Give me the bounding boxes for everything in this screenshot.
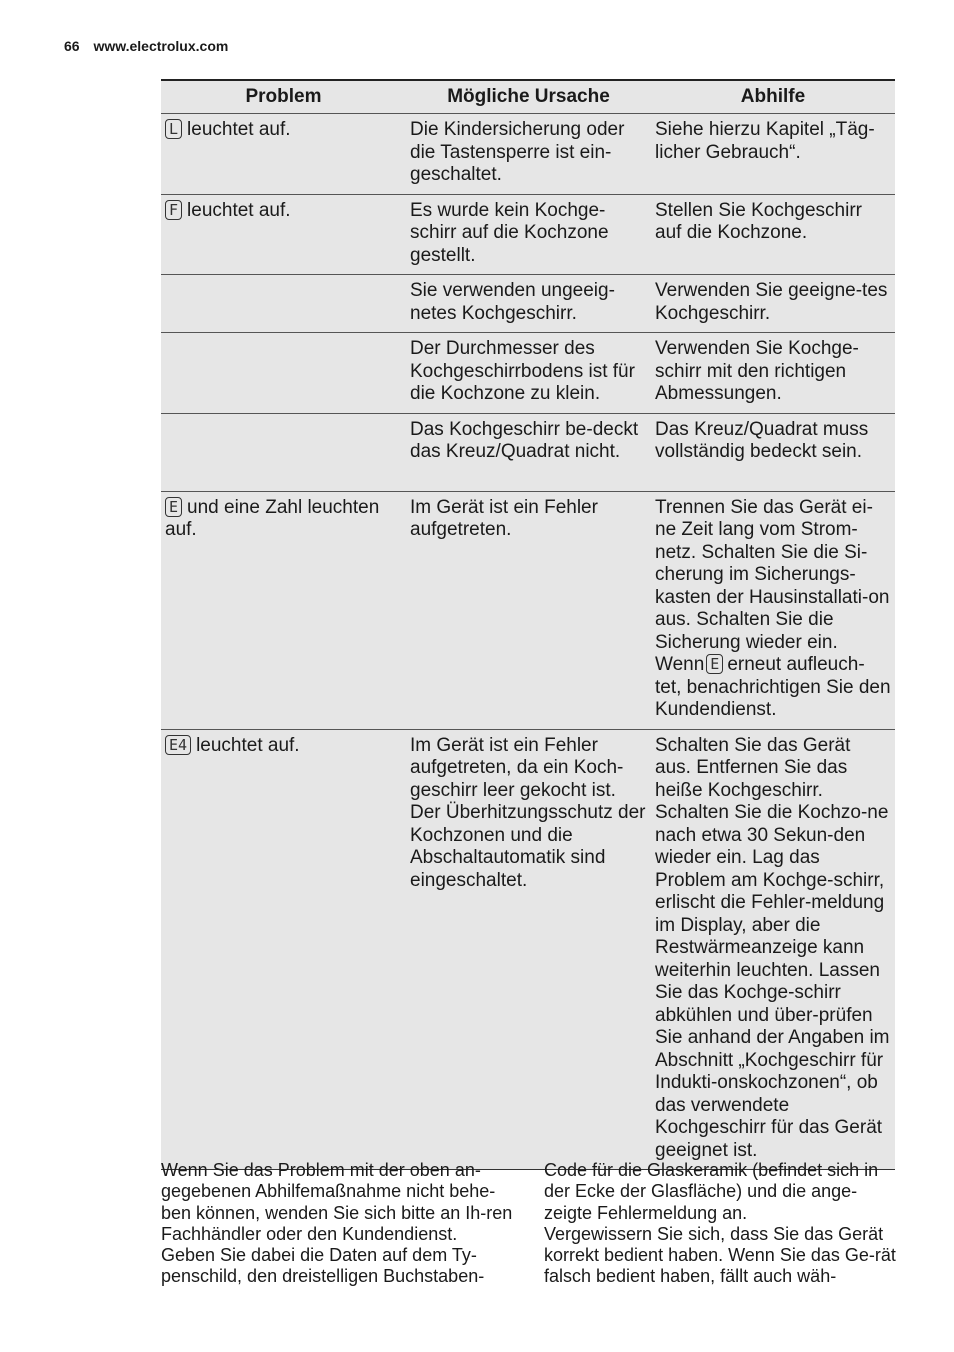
- cause-cell: Im Gerät ist ein Fehler aufgetreten, da ein Koch-geschirr leer gekocht ist. Der Überhitzungsschutz der Kochzonen und die Abschaltautomatik sind eingeschaltet.: [406, 729, 651, 1170]
- display-symbol-icon: E: [706, 654, 723, 674]
- problem-cell: [161, 413, 406, 491]
- cause-cell: Sie verwenden ungeeig-netes Kochgeschirr.: [406, 275, 651, 333]
- cause-cell: Es wurde kein Kochge-schirr auf die Kochzone gestellt.: [406, 194, 651, 275]
- table-row: [161, 729, 895, 1170]
- column-header-remedy: Abhilfe: [651, 80, 895, 114]
- problem-text: leuchtet auf.: [196, 734, 300, 756]
- cause-cell: Im Gerät ist ein Fehler aufgetreten.: [406, 491, 651, 729]
- cause-cell: Das Kochgeschirr be-deckt das Kreuz/Quadrat nicht.: [406, 413, 651, 491]
- website-url[interactable]: www.electrolux.com: [93, 38, 229, 54]
- problem-cell: [161, 194, 406, 275]
- remedy-cell: Das Kreuz/Quadrat muss vollständig bedeckt sein.: [651, 413, 895, 491]
- table-row: [161, 413, 895, 491]
- problem-text: leuchtet auf.: [187, 199, 291, 221]
- problem-cell: [161, 114, 406, 195]
- footer-paragraph: Vergewissern Sie sich, dass Sie das Gerät korrekt bedient haben. Wenn Sie das Ge-rät falsch bedient haben, fällt auch wäh-: [544, 1223, 896, 1287]
- display-symbol-icon: E4: [165, 735, 191, 755]
- remedy-followup-rest: erneut aufleuch-tet, benachrichtigen Sie den Kundendienst.: [655, 654, 891, 720]
- table-row: [161, 491, 895, 729]
- table-row: [161, 194, 895, 275]
- footer-column-left: [161, 1160, 513, 1288]
- cause-cell: Die Kindersicherung oder die Tastensperre ist ein-geschaltet.: [406, 114, 651, 195]
- remedy-followup-lead: Wenn: [655, 654, 705, 675]
- problem-cell: [161, 491, 406, 729]
- problem-text: und eine Zahl leuchten auf.: [165, 496, 380, 540]
- problem-cell: [161, 275, 406, 333]
- page-number: 66: [64, 38, 80, 54]
- remedy-cell: [651, 491, 895, 729]
- remedy-text: Trennen Sie das Gerät ei-ne Zeit lang vom Strom-netz. Schalten Sie die Si-cherung im Sicherungs-kasten der Hausinstallati-on aus. Schalten Sie die Sicherung wieder ein.: [655, 496, 890, 653]
- table-row: [161, 275, 895, 333]
- troubleshooting-table: [161, 79, 895, 1170]
- footer-paragraph: Code für die Glaskeramik (befindet sich in der Ecke der Glasfläche) und die ange-zeigte Fehlermeldung an.: [544, 1160, 879, 1223]
- problem-cell: [161, 333, 406, 414]
- remedy-text-followup: [655, 654, 891, 722]
- table-row: [161, 333, 895, 414]
- page-header: [64, 38, 228, 54]
- problem-cell: [161, 729, 406, 1170]
- table-header-row: [161, 80, 895, 114]
- display-symbol-icon: F: [165, 200, 182, 220]
- footer-column-right: [544, 1160, 896, 1288]
- footer-paragraph: Wenn Sie das Problem mit der oben an-gegebenen Abhilfemaßnahme nicht behe-ben können, wenden Sie sich bitte an Ih-ren Fachhändler oder den Kundendienst. Geben Sie dabei die Daten auf dem Ty-penschild, den dreistelligen Buchstaben-: [161, 1160, 513, 1287]
- remedy-cell: Siehe hierzu Kapitel „Täg-licher Gebrauch“.: [651, 114, 895, 195]
- table-row: [161, 114, 895, 195]
- remedy-cell: Stellen Sie Kochgeschirr auf die Kochzone.: [651, 194, 895, 275]
- display-symbol-icon: L: [165, 119, 182, 139]
- column-header-cause: Mögliche Ursache: [406, 80, 651, 114]
- column-header-problem: Problem: [161, 80, 406, 114]
- display-symbol-icon: E: [165, 497, 182, 517]
- cause-cell: Der Durchmesser des Kochgeschirrbodens ist für die Kochzone zu klein.: [406, 333, 651, 414]
- remedy-cell: Verwenden Sie Kochge-schirr mit den richtigen Abmessungen.: [651, 333, 895, 414]
- remedy-cell: Verwenden Sie geeigne-tes Kochgeschirr.: [651, 275, 895, 333]
- remedy-cell: Schalten Sie das Gerät aus. Entfernen Sie das heiße Kochgeschirr. Schalten Sie die Kochzo-ne nach etwa 30 Sekun-den wieder ein. Lag das Problem am Kochge-schirr, erlischt die Fehler-meldung im Display, aber die Restwärmeanzeige kann weiterhin leuchten. Lassen Sie das Kochge-schirr abkühlen und über-prüfen Sie anhand der Angaben im Abschnitt „Kochgeschirr für Indukti-onskochzonen“, ob das verwendete Kochgeschirr für das Gerät geeignet ist.: [651, 729, 895, 1170]
- problem-text: leuchtet auf.: [187, 119, 291, 140]
